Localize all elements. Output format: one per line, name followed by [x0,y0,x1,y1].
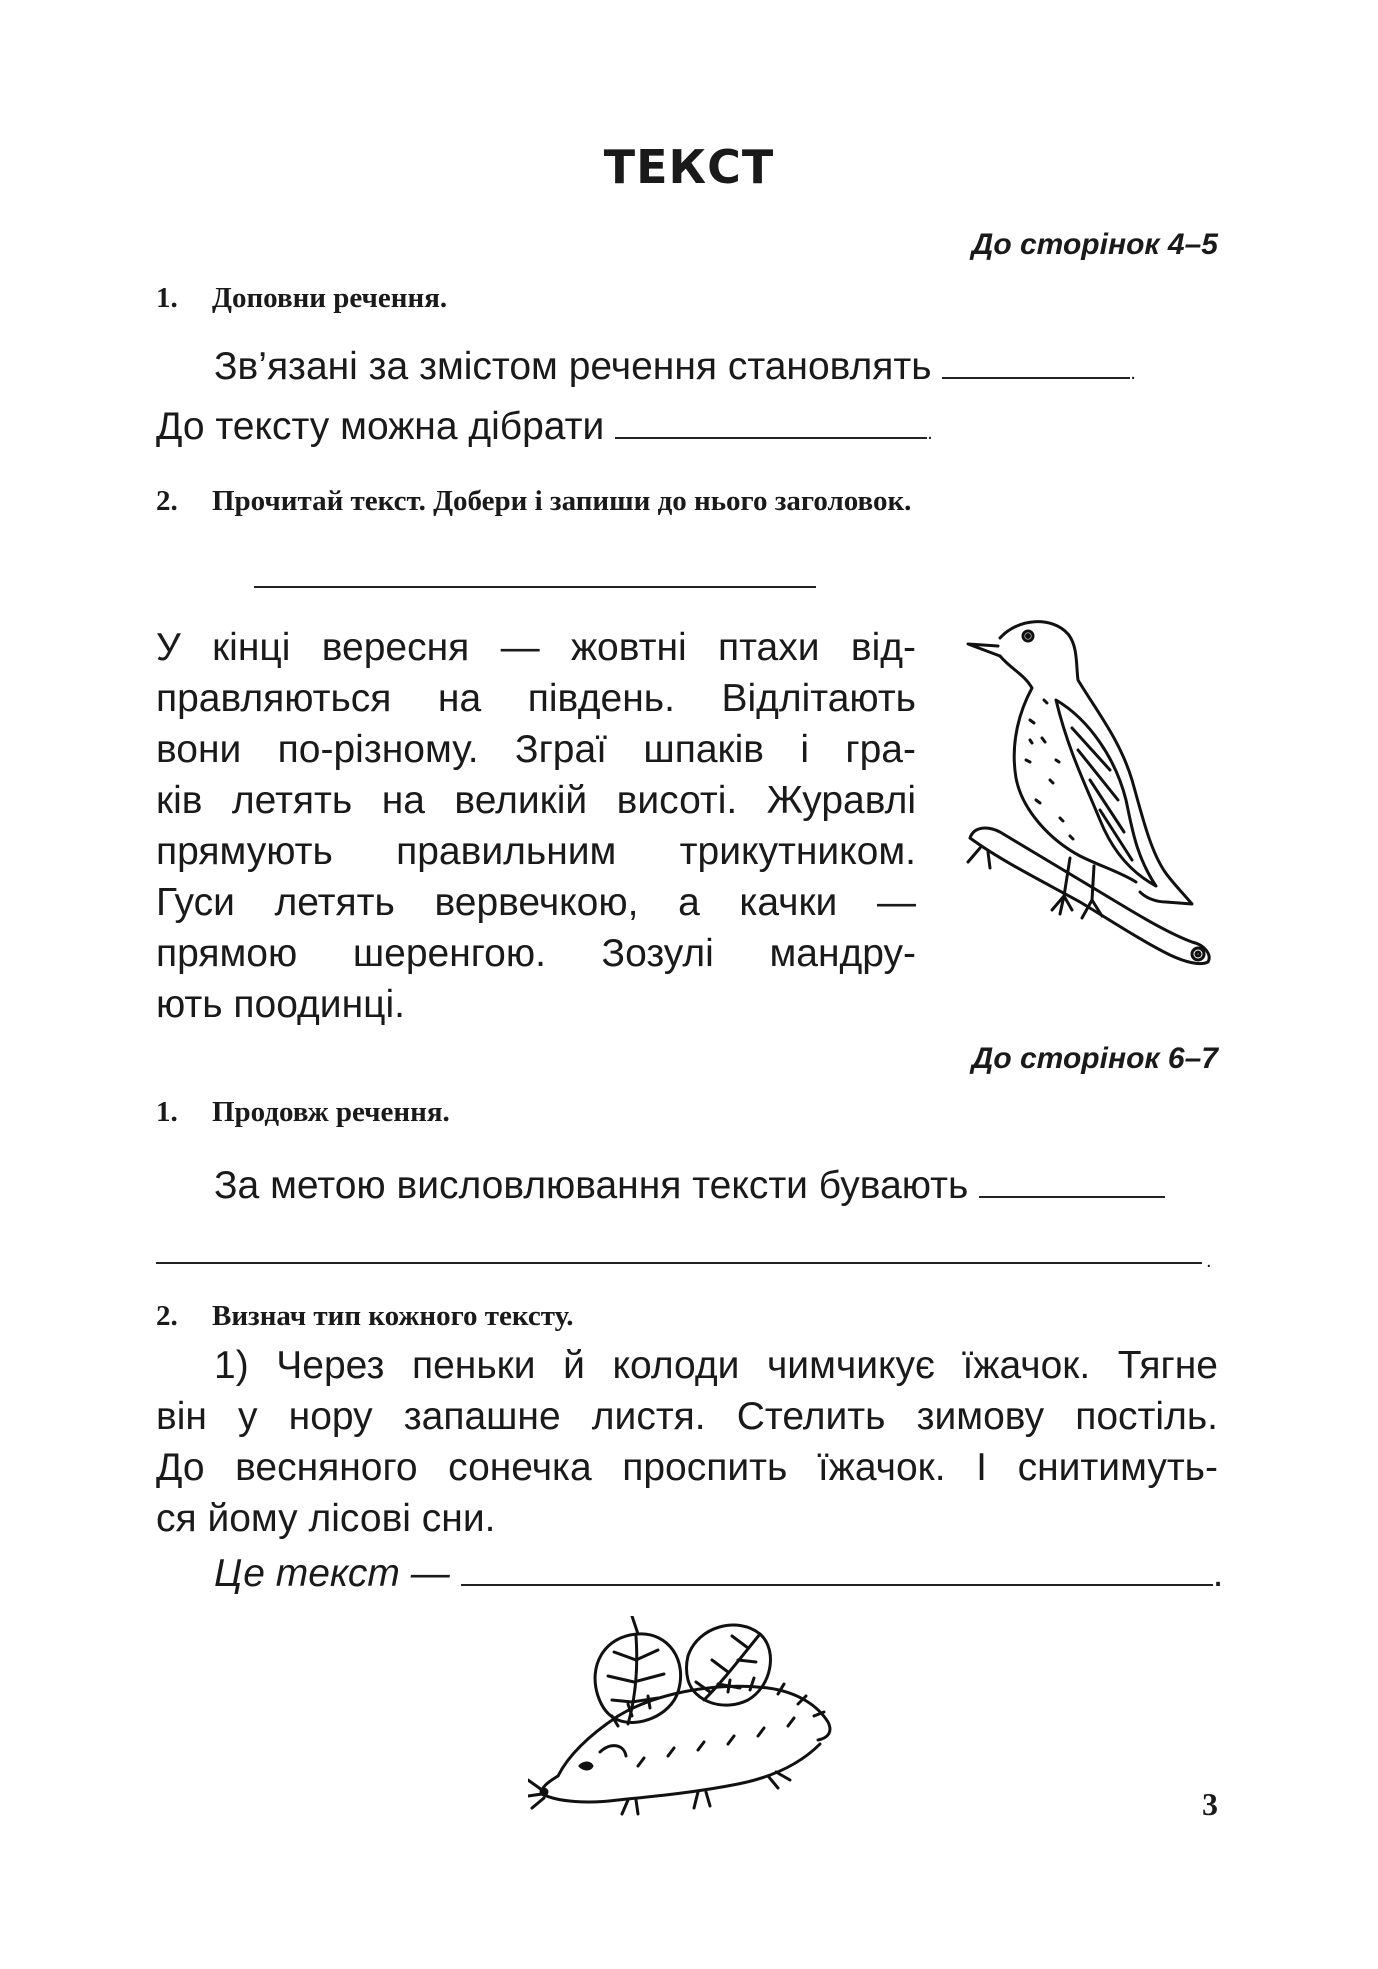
text-line: прямою шеренгою. Зозулі мандру- [156,932,916,975]
text-line: ють поодинці. [156,983,405,1026]
text-type-answer: Це текст — . [214,1552,1224,1595]
task-number: 1. [156,1096,178,1128]
task-text: Доповни речення. [212,282,448,314]
text-line: 1) Через пеньки й колоди чимчикує їжачок. Тягне [214,1344,1218,1387]
fill-sentence-2: До тексту можна дібрати . [156,405,933,448]
text-line: У кінці вересня — жовтні птахи від- [156,626,916,669]
continue-sentence [214,1160,1165,1211]
sentence-text: За метою висловлювання тексти бувають [214,1164,969,1207]
sentence-text: До тексту можна дібрати [156,405,605,448]
task-number: 2. [156,485,178,517]
text-line: До весняного сонечка проспить їжачок. І снитимуть- [156,1446,1218,1489]
hedgehog-illustration [528,1616,858,1826]
page-title: ТЕКСТ [603,140,775,194]
text-line: він у нору запашне листя. Стелить зимову постіль. [156,1395,1218,1438]
pages-reference-6-7: До сторінок 6–7 [971,1042,1218,1075]
task-text: Визнач тип кожного тексту. [212,1300,574,1332]
title-answer-line[interactable] [254,586,816,588]
task-number: 1. [156,282,178,314]
task-1-instruction-section2 [156,1096,450,1129]
text-line: правляються на південь. Відлітають [156,677,916,720]
period-mark: . [1206,1250,1212,1272]
answer-line[interactable] [942,377,1130,379]
task-2-instruction [156,485,911,518]
task-1-instruction [156,282,447,315]
answer-line[interactable] [461,1584,1213,1586]
text-line: ків летять на великій висоті. Журавлі [156,779,916,822]
reading-text-birds [156,622,916,1030]
text-line: вони по-різному. Зграї шпаків і гра- [156,728,916,771]
pages-reference-4-5: До сторінок 4–5 [971,228,1218,261]
sentence-text: Зв’язані за змістом речення становлять [214,345,932,388]
answer-line[interactable] [615,437,927,439]
page-number: 3 [1202,1786,1218,1822]
text-line: ся йому лісові сни. [156,1497,496,1540]
starling-bird-illustration [960,610,1220,980]
text-line: прямують правильним трикутником. [156,830,916,873]
task-2-instruction-section2 [156,1300,574,1333]
text-line: Гуси летять вервечкою, а качки — [156,881,916,924]
answer-line[interactable] [979,1196,1165,1198]
reading-text-hedgehog [156,1340,1218,1544]
answer-line-full[interactable] [156,1262,1202,1264]
task-text: Прочитай текст. Добери і запиши до нього заголовок. [212,485,912,517]
fill-sentence-1: Зв’язані за змістом речення становлять . [214,345,1136,388]
task-text: Продовж речення. [212,1096,450,1128]
task-number: 2. [156,1300,178,1332]
answer-prefix: Це текст — [214,1552,450,1595]
